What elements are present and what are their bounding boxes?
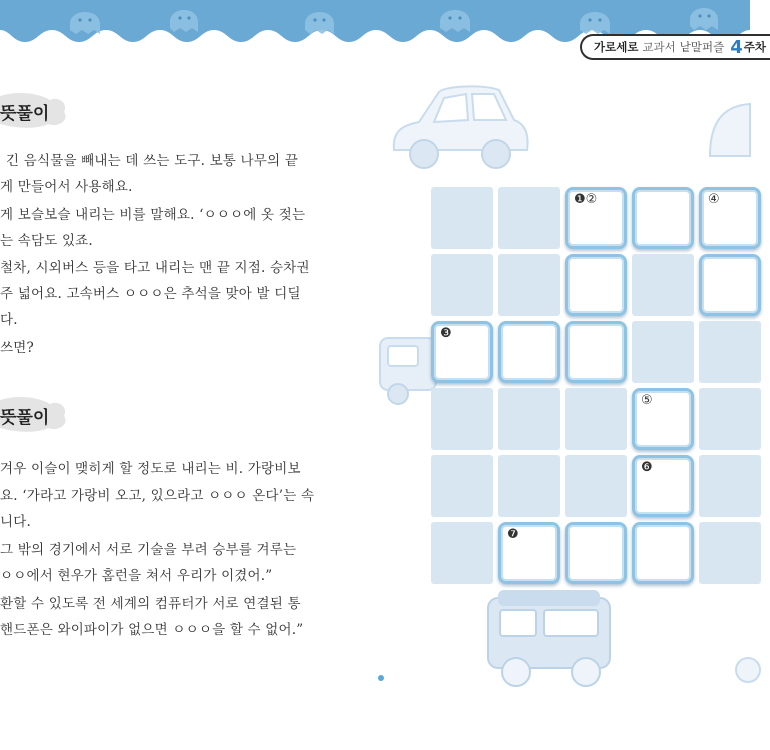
car-icon <box>376 328 436 408</box>
answer-cell[interactable] <box>632 455 694 517</box>
blank-cell <box>632 254 694 316</box>
section-heading-2 <box>0 396 68 432</box>
answer-cell[interactable] <box>565 321 627 383</box>
blank-cell <box>565 455 627 517</box>
clue-number: ❻ <box>641 460 653 475</box>
blank-cell <box>498 187 560 249</box>
blank-cell <box>632 321 694 383</box>
section-heading-label: 뜻풀이 <box>0 104 50 124</box>
answer-cell[interactable] <box>565 254 627 316</box>
blank-cell <box>498 388 560 450</box>
blank-cell <box>699 321 761 383</box>
clue-line: 환할 수 있도록 전 세계의 컴퓨터가 서로 연결된 통 <box>0 596 301 612</box>
header-title-middle: 교과서 <box>642 40 676 54</box>
clue-line: 게 만들어서 사용해요. <box>0 179 133 195</box>
clue-number: ❼ <box>507 527 519 542</box>
blank-cell <box>431 455 493 517</box>
clue-line: 주 넓어요. 고속버스 ㅇㅇㅇ은 추석을 맞아 발 디딜 <box>0 286 301 302</box>
clue-line: ㅇㅇ에서 현우가 홈런을 쳐서 우리가 이겼어.” <box>0 568 273 584</box>
answer-cell[interactable] <box>498 522 560 584</box>
answer-cell[interactable] <box>632 187 694 249</box>
week-number: 4 <box>730 36 743 58</box>
clue-line: 핸드폰은 와이파이가 없으면 ㅇㅇㅇ을 할 수 없어.” <box>0 622 304 638</box>
blank-cell <box>431 187 493 249</box>
answer-cell[interactable] <box>498 321 560 383</box>
blank-cell <box>431 388 493 450</box>
blank-cell <box>498 254 560 316</box>
section-heading-label: 뜻풀이 <box>0 408 50 428</box>
blank-cell <box>498 455 560 517</box>
car-icon <box>384 80 534 180</box>
answer-cell[interactable] <box>699 187 761 249</box>
clue-number: ❸ <box>440 326 452 341</box>
blank-cell <box>431 254 493 316</box>
clue-line: 쓰면? <box>0 340 34 356</box>
blank-cell <box>699 522 761 584</box>
bus-icon <box>478 584 628 694</box>
header-tab <box>580 34 770 60</box>
blank-cell <box>431 522 493 584</box>
week-suffix: 주차 <box>743 40 766 54</box>
clue-line: 게 보슬보슬 내리는 비를 말해요. ‘ㅇㅇㅇ에 옷 젖는 <box>0 207 306 223</box>
blank-cell <box>699 455 761 517</box>
clue-line: 니다. <box>0 514 31 530</box>
clue-line: 긴 음식물을 빼내는 데 쓰는 도구. 보통 나무의 끝 <box>6 153 298 169</box>
answer-cell[interactable] <box>431 321 493 383</box>
clue-line: 겨우 이슬이 맺히게 할 정도로 내리는 비. 가랑비보 <box>0 461 301 477</box>
clue-number: ④ <box>708 192 720 207</box>
header-title-rest: 낱말퍼즐 <box>679 40 725 54</box>
answer-cell[interactable] <box>632 388 694 450</box>
answer-cell[interactable] <box>632 522 694 584</box>
answer-cell[interactable] <box>565 187 627 249</box>
car-icon <box>728 650 750 690</box>
clue-line: 요. ‘가라고 가랑비 오고, 있으라고 ㅇㅇㅇ 온다’는 속 <box>0 488 315 504</box>
blank-cell <box>565 388 627 450</box>
car-icon <box>700 86 750 166</box>
clue-line: 철차, 시외버스 등을 타고 내리는 맨 끝 지점. 승차권 <box>0 260 310 276</box>
clue-line: 그 밖의 경기에서 서로 기술을 부려 승부를 겨루는 <box>0 542 297 558</box>
clue-line: 다. <box>0 312 18 328</box>
section-heading-1 <box>0 92 68 128</box>
blank-cell <box>699 388 761 450</box>
clue-number: ⑤ <box>641 393 653 408</box>
page-dot <box>378 675 384 681</box>
answer-cell[interactable] <box>699 254 761 316</box>
clue-line: 는 속담도 있죠. <box>0 233 93 249</box>
header-title-bold: 가로세로 <box>594 40 639 54</box>
answer-cell[interactable] <box>565 522 627 584</box>
clue-number: ❶② <box>574 192 598 207</box>
